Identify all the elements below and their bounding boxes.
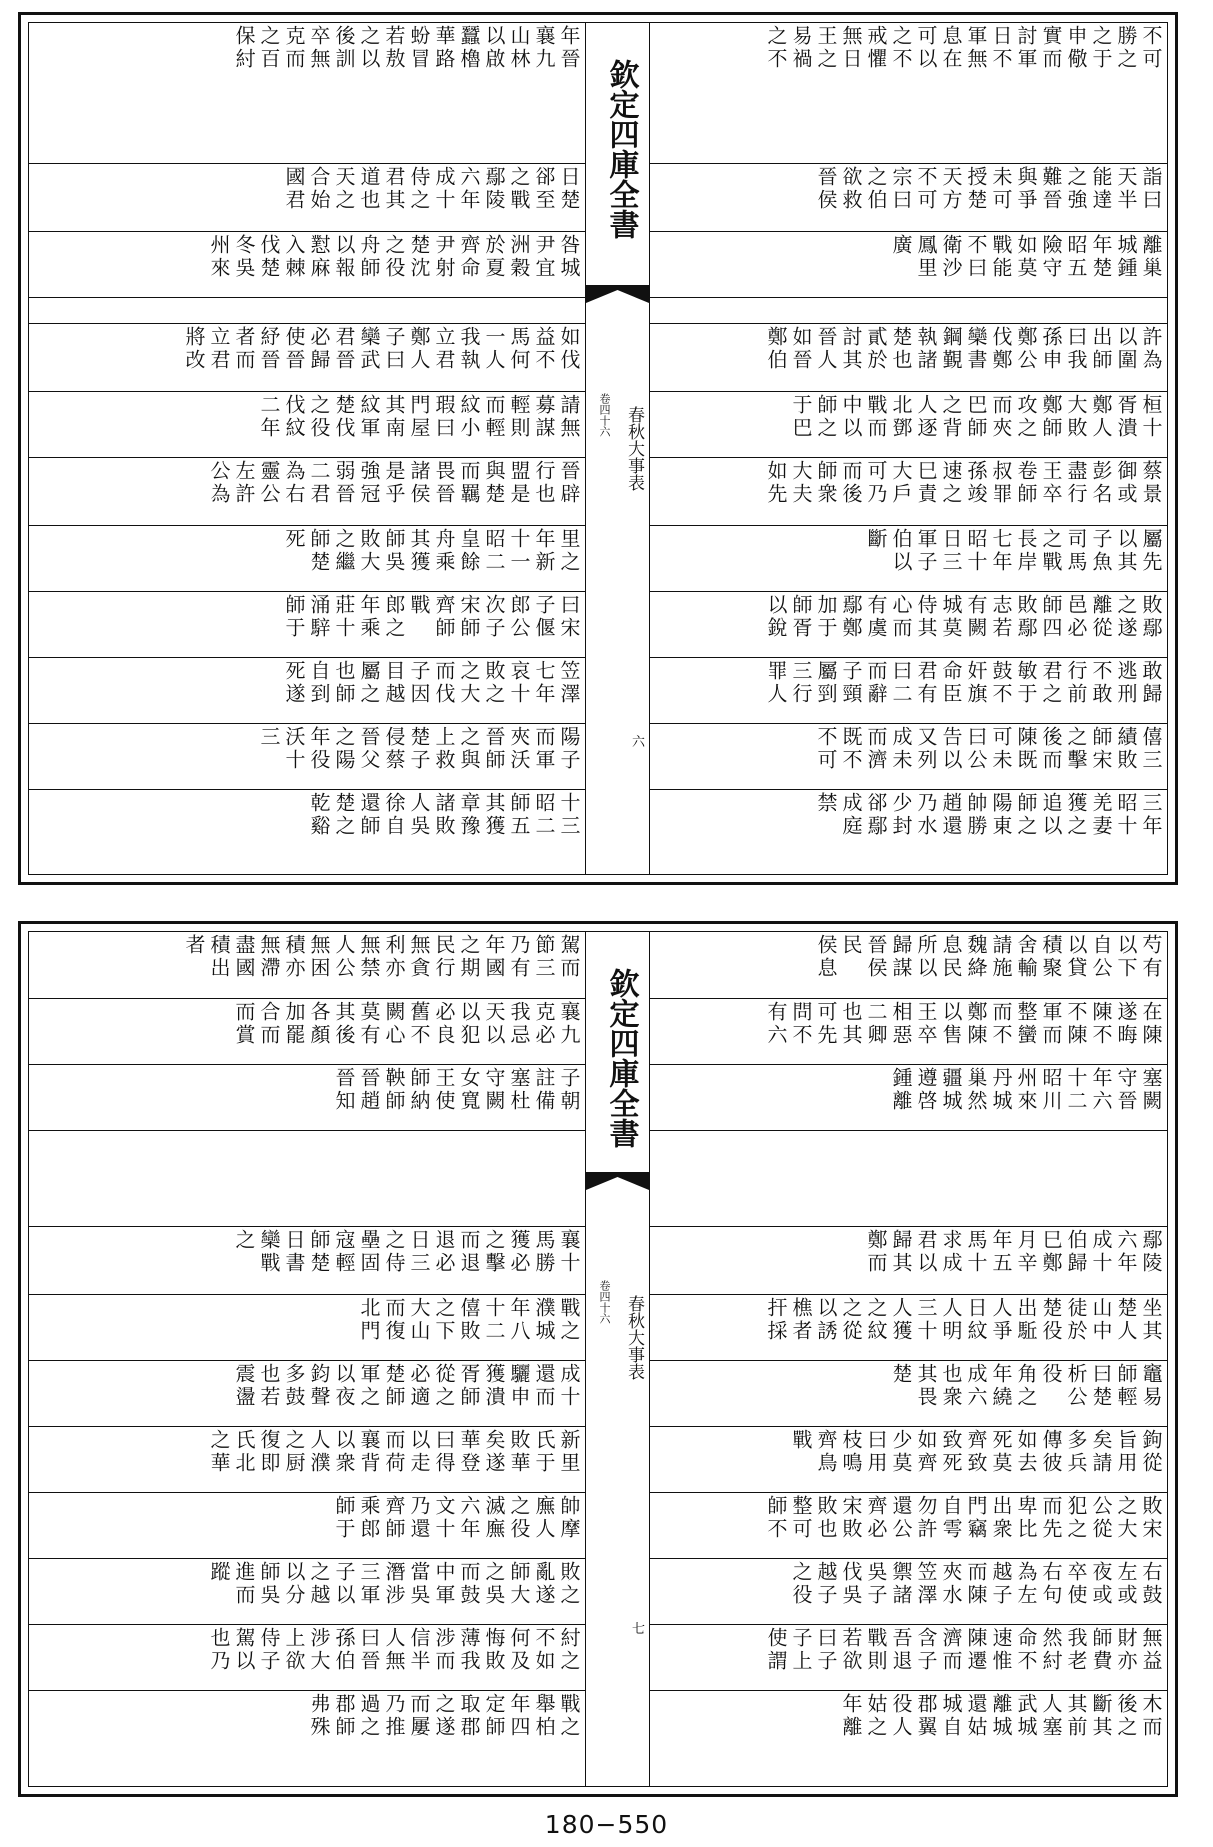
spine-title: 欽定四庫全書 [603, 968, 639, 1148]
text-row [650, 391, 1167, 457]
text-row [29, 1064, 585, 1130]
top-spine [585, 23, 650, 874]
fishtail-mark-icon [586, 1172, 649, 1190]
text-column-block: 新里 氏于 敗華 矣遂 華登 曰得 以走 而荷 襄背 以衆 人濮 之厨 復即 氏北 之華 [207, 1429, 581, 1475]
text-column-block: 蔡景 御或 彭名 盡行 王卒 卷師 叔罪 孫竣 速之 巳責 大戶 可乃 而後 師衆 大夫 如先 [764, 460, 1163, 506]
text-column-block: 屬先 以其 子魚 司馬 之戰 長岸 七年 昭十 日三 軍子 伯以 斷 [864, 528, 1163, 574]
top-left-half [29, 23, 585, 874]
text-row [29, 1492, 585, 1558]
text-column-block: 桓十 胥潰 鄭人 大敗 鄭師 攻之 而夾 巴師 之背 人逐 北鄧 戰而 中以 師之 于巴 [789, 394, 1163, 440]
text-column-block: 許為 以圍 出師 曰我 孫申 鄭公 伐鄭 欒書 鋼覲 執諸 楚也 貳於 討其 晉人 如晉 鄭伯 [764, 326, 1163, 372]
fishtail-mark-icon [586, 285, 649, 303]
text-row [29, 1690, 585, 1787]
text-column-block: 陽子 而軍 夾沃 晉師 之與 上救 楚子 侵蔡 晉父 之陽 年役 沃十 三 [257, 726, 581, 772]
bottom-page-inner-frame [28, 931, 1168, 1787]
text-column-block: 在陳 遂晦 陳不 不陳 軍而 整蠻 而不 鄭陳 以售 王卒 相惡 二卿 也其 可先 問不 有六 [764, 1001, 1163, 1047]
text-column-block: 十三 昭二 師五 其獲 章豫 諸敗 人吳 徐自 還師 楚之 乾谿 [307, 792, 581, 838]
text-column-block: 帥摩 廡人 之役 滅廡 六年 文十 乃還 齊師 乘郎 師于 [332, 1495, 581, 1541]
text-column-block: 鉤從 旨用 矣請 多兵 傳彼 如去 死莫 齊致 致死 如齊 少莫 曰用 枝鳴 齊鳥 戰 [789, 1429, 1163, 1475]
text-column-block: 敗鄢 之遂 離從 邑必 師四 敗鄢 志若 有闕 城莫 侍其 心而 有虞 鄢鄭 加于 師胥 以銳 [764, 594, 1163, 640]
text-row [650, 1690, 1167, 1787]
text-column-block: 晉辟 行也 盟是 與楚 而羈 畏晉 諸侯 是乎 強冠 弱晉 二君 為右 靈公 左許 公為 [207, 460, 581, 506]
spine-book-title: 春秋大事表 [624, 1294, 644, 1380]
text-column-block: 竈易 師輕 曰楚 析公 役 角之 年繞 成六 也衆 其畏 楚 [889, 1363, 1163, 1409]
spine-page-number: 六 [631, 735, 645, 750]
text-column-block: 離巢 城鍾 年楚 昭五 險守 如莫 戰能 不曰 衛沙 鳳里 廣 [889, 234, 1163, 280]
text-column-block: 塞闕 守晉 年六 十二 昭川 州來 丹城 巢然 疆城 遵啓 鍾離 [889, 1067, 1163, 1113]
text-row [650, 1064, 1167, 1130]
text-row [29, 1624, 585, 1690]
spine-volume: 卷四十六 [598, 1280, 611, 1324]
text-column-block: 無益 財亦 師費 我老 然紂 命不 速惟 陳遷 濟而 含子 吾退 戰則 若欲 曰子 子上 使謂 [764, 1627, 1163, 1673]
text-column-block: 坐其 楚人 山中 徒於 楚役 出駈 人爭 日紋 人明 三十 人獲 之紋 之從 以誘 樵者 扞採 [764, 1297, 1163, 1343]
text-column-block: 襄九 克必 我忌 天以 以犯 必良 舊不 闕心 莫有 其後 各顏 加罷 合而 而賞 [232, 1001, 581, 1047]
text-row [650, 998, 1167, 1064]
text-column-block: 鄢陵 六年 成十 伯歸 巳鄭 月辛 年五 馬十 求成 君以 歸其 鄭而 [864, 1229, 1163, 1275]
text-row [29, 657, 585, 723]
text-row [650, 231, 1167, 297]
text-row [650, 789, 1167, 875]
text-row [650, 1360, 1167, 1426]
blank-row [29, 297, 585, 323]
text-column-block: 戰之 濮城 年八 十二 僖敗 之下 大山 而復 北門 [357, 1297, 581, 1343]
text-row [29, 1558, 585, 1624]
text-column-block: 三年 昭十 羌妻 獲之 追以 師之 陽東 帥勝 趙還 乃水 少封 郤鄢 成庭 禁 [814, 792, 1163, 838]
spine-book-title: 春秋大事表 [624, 405, 644, 491]
blank-row [650, 1130, 1167, 1226]
text-row [650, 1624, 1167, 1690]
text-column-block: 戰之 舉柏 年四 定師 取郡 之遂 而屢 乃推 過之 郡師 弗殊 [307, 1693, 581, 1739]
text-row [650, 591, 1167, 657]
text-row [29, 1426, 585, 1492]
text-row [650, 1226, 1167, 1294]
text-row [650, 163, 1167, 231]
text-row [29, 391, 585, 457]
text-column-block: 不可 勝之 之于 申儆 實而 討軍 日不 軍無 息在 可以 之不 戒懼 無日 王之 易禍 之不 [764, 25, 1163, 71]
text-column-block: 敗之 亂遂 師大 之吳 而鼓 中軍 當吳 潛涉 三軍 子以 之越 以分 師吳 進而 蹤 [207, 1561, 581, 1607]
blank-row-text [654, 300, 1163, 321]
text-column-block: 咎城 尹宜 洲穀 於夏 齊命 尹射 楚沈 之役 舟師 以報 懟麻 入棘 伐楚 冬吳 州來 [207, 234, 581, 280]
spine-volume: 卷四十六 [598, 393, 611, 437]
text-column-block: 如伐 益不 馬何 一人 我執 立君 鄭人 子曰 欒武 君晉 必歸 使晉 紓晉 者而 立君 將改 [182, 326, 581, 372]
text-row [650, 1558, 1167, 1624]
text-row [650, 23, 1167, 163]
text-row [650, 525, 1167, 591]
text-row [650, 323, 1167, 391]
text-column-block: 右鼓 左或 夜或 卒使 右句 為左 越子 而陳 夾水 笠澤 禦諸 吳子 伐吳 越子 之役 [789, 1561, 1163, 1607]
text-column-block: 紂之 不如 何及 悔敗 薄我 涉而 信半 人無 曰晉 孫伯 涉大 上欲 侍子 駕以 也乃 [207, 1627, 581, 1673]
text-row [29, 723, 585, 789]
text-row [29, 932, 585, 998]
blank-row [650, 297, 1167, 323]
text-row [29, 1360, 585, 1426]
text-row [650, 932, 1167, 998]
text-row [29, 323, 585, 391]
blank-row [29, 1130, 585, 1226]
text-row [29, 525, 585, 591]
text-column-block: 僖三 績敗 師宋 之擊 後而 陳既 可未 曰公 告以 又列 成未 而濟 既不 不可 [814, 726, 1163, 772]
text-row [29, 1226, 585, 1294]
text-column-block: 詣曰 天半 能達 之強 難晉 與爭 未可 授楚 天方 不可 宗曰 之伯 欲救 晉侯 [814, 166, 1163, 212]
top-right-half [650, 23, 1167, 874]
text-column-block: 成十 還而 驪申 獲潰 胥師 從之 必適 楚師 軍之 以夜 鈞聲 多鼓 也若 震盪 [232, 1363, 581, 1409]
spine-page-number: 七 [631, 1622, 645, 1637]
text-row [29, 23, 585, 163]
bottom-left-half [29, 932, 585, 1786]
text-row [29, 231, 585, 297]
text-row [29, 457, 585, 525]
text-column-block: 芍有 以下 自公 以貸 積聚 舍輸 請施 魏絳 息民 所以 歸謀 晉侯 民 侯息 [814, 934, 1163, 980]
text-row [29, 591, 585, 657]
bottom-spine [585, 932, 650, 1786]
text-column-block: 敢歸 逃刑 不敢 行前 君之 敏于 鼓不 奸旗 命臣 君有 曰二 而辭 子頸 屬剄 三行 罪人 [764, 660, 1163, 706]
top-page-inner-frame [28, 22, 1168, 875]
text-column-block: 木而 後之 斷其 其前 人塞 武城 離城 還姑 城自 郡翼 役人 姑之 年離 [839, 1693, 1163, 1739]
top-page-frame [18, 12, 1178, 885]
spine-title: 欽定四庫全書 [603, 59, 639, 239]
text-row [29, 789, 585, 875]
text-column-block: 子朝 註備 塞杜 守闕 女寬 王使 師納 鞅師 晉趙 晉知 [332, 1067, 581, 1113]
text-column-block: 年晉 襄九 山林 以啟 蠶櫓 華路 蚡冒 若敖 之以 後訓 卒無 克而 之百 保紂 [232, 25, 581, 71]
blank-row-text [33, 300, 581, 321]
text-row [650, 1492, 1167, 1558]
text-row [29, 163, 585, 231]
page-footer-number: 180−550 [544, 1810, 669, 1839]
text-column-block: 襄十 馬勝 獲必 之擊 而退 退必 日三 之侍 壘固 寇輕 師楚 日書 欒戰 之 [232, 1229, 581, 1275]
text-row [650, 723, 1167, 789]
text-row [650, 1294, 1167, 1360]
text-column-block: 笠澤 七年 哀十 敗之 之大 而伐 子因 目越 屬之 也師 自到 死遂 [282, 660, 581, 706]
text-column-block: 敗宋 之大 公從 犯之 而先 卑比 出衆 門竊 自雩 勿許 還公 齊必 宋敗 敗也 整可 師不 [764, 1495, 1163, 1541]
text-row [650, 457, 1167, 525]
bottom-right-half [650, 932, 1167, 1786]
text-column-block: 請無 募謀 輕則 而輕 紋小 瑕曰 門屋 其南 紋軍 楚伐 之役 伐紋 二年 [257, 394, 581, 440]
text-row [650, 1426, 1167, 1492]
text-column-block: 里之 年新 十一 昭二 皇餘 舟乘 其獲 師吳 敗大 之繼 師楚 死 [282, 528, 581, 574]
text-row [650, 657, 1167, 723]
blank-row-text [33, 1133, 581, 1224]
text-row [29, 1294, 585, 1360]
text-row [29, 998, 585, 1064]
blank-row-text [654, 1133, 1163, 1224]
text-column-block: 日楚 郤至 之戰 鄢陵 六年 成十 侍之 君其 道也 天之 合始 國君 [282, 166, 581, 212]
text-column-block: 曰宋 子偃 郎公 次子 宋師 齊師 戰 郎之 年乘 莊十 涌騂 師于 [282, 594, 581, 640]
bottom-page-frame [18, 921, 1178, 1797]
text-column-block: 駕而 節三 乃有 年國 之期 民行 無貪 利亦 無禁 人公 無困 積亦 無滯 盡國 積出 者 [182, 934, 581, 980]
